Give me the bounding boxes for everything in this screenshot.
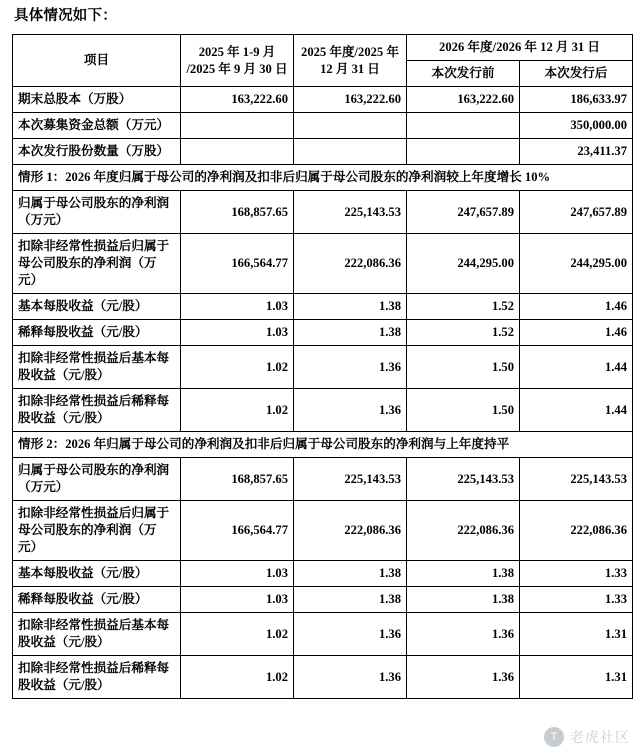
row-value-before: 1.52: [407, 320, 520, 346]
row-value-after: 222,086.36: [520, 501, 633, 561]
row-label: 本次募集资金总额（万元）: [13, 113, 181, 139]
row-value-before: 225,143.53: [407, 458, 520, 501]
row-value-before: 1.50: [407, 389, 520, 432]
watermark-label: 老虎社区: [570, 729, 630, 745]
row-value-before: 1.50: [407, 346, 520, 389]
row-value-col2: 163,222.60: [294, 87, 407, 113]
table-row: [13, 113, 633, 139]
row-value-after: 186,633.97: [520, 87, 633, 113]
row-value-before: 222,086.36: [407, 501, 520, 561]
row-value-after: 1.31: [520, 656, 633, 699]
row-value-after: 350,000.00: [520, 113, 633, 139]
table-row: [13, 458, 633, 501]
table-body: [13, 87, 633, 699]
row-value-col1: 163,222.60: [181, 87, 294, 113]
row-value-col2: 1.36: [294, 389, 407, 432]
row-value-after: 23,411.37: [520, 139, 633, 165]
header-item: 项目: [13, 35, 181, 87]
row-value-after: 1.46: [520, 294, 633, 320]
row-value-col2: 225,143.53: [294, 458, 407, 501]
row-value-before: 247,657.89: [407, 191, 520, 234]
header-col2: 2025 年度/2025 年 12 月 31 日: [294, 35, 407, 87]
row-value-before: 1.38: [407, 561, 520, 587]
financial-table: [12, 34, 633, 699]
tiger-logo-icon: T: [544, 727, 564, 747]
table-row: [13, 234, 633, 294]
header-col1: 2025 年 1-9 月 /2025 年 9 月 30 日: [181, 35, 294, 87]
row-label: 扣除非经常性损益后归属于母公司股东的净利润（万元）: [13, 501, 181, 561]
table-row: [13, 320, 633, 346]
row-value-after: 1.44: [520, 346, 633, 389]
row-value-col2: [294, 139, 407, 165]
row-value-after: 225,143.53: [520, 458, 633, 501]
row-label: 扣除非经常性损益后稀释每股收益（元/股）: [13, 389, 181, 432]
row-label: 稀释每股收益（元/股）: [13, 320, 181, 346]
row-value-col1: 168,857.65: [181, 458, 294, 501]
row-value-col2: 1.36: [294, 656, 407, 699]
row-value-before: 244,295.00: [407, 234, 520, 294]
table-row: [13, 191, 633, 234]
table-row: [13, 389, 633, 432]
header-before-issue: 本次发行前: [407, 61, 520, 87]
row-value-col2: 1.36: [294, 346, 407, 389]
row-label: 归属于母公司股东的净利润（万元）: [13, 191, 181, 234]
table-row: [13, 501, 633, 561]
row-value-col1: 1.03: [181, 587, 294, 613]
row-value-col1: 1.02: [181, 389, 294, 432]
row-label: 归属于母公司股东的净利润（万元）: [13, 458, 181, 501]
row-label: 扣除非经常性损益后稀释每股收益（元/股）: [13, 656, 181, 699]
row-value-col2: 1.38: [294, 294, 407, 320]
scenario-1-header-row: [13, 165, 633, 191]
table-row: [13, 587, 633, 613]
row-value-after: 247,657.89: [520, 191, 633, 234]
row-label: 稀释每股收益（元/股）: [13, 587, 181, 613]
row-value-before: [407, 139, 520, 165]
row-value-before: 1.52: [407, 294, 520, 320]
row-value-col1: 1.03: [181, 294, 294, 320]
row-value-col2: 1.38: [294, 320, 407, 346]
row-label: 扣除非经常性损益后基本每股收益（元/股）: [13, 613, 181, 656]
row-label: 基本每股收益（元/股）: [13, 561, 181, 587]
row-value-col2: 222,086.36: [294, 234, 407, 294]
row-label: 期末总股本（万股）: [13, 87, 181, 113]
row-value-col1: 168,857.65: [181, 191, 294, 234]
row-value-before: [407, 113, 520, 139]
row-value-after: 1.44: [520, 389, 633, 432]
intro-paragraph: 具体情况如下：: [14, 8, 117, 24]
row-value-col1: 1.03: [181, 320, 294, 346]
row-value-col1: 1.02: [181, 346, 294, 389]
row-value-col1: 1.02: [181, 613, 294, 656]
scenario-2-title: 情形 2：2026 年归属于母公司的净利润及扣非后归属于母公司股东的净利润与上年度持平: [13, 432, 633, 458]
row-value-after: 1.33: [520, 587, 633, 613]
scenario-2-header-row: [13, 432, 633, 458]
row-value-before: 163,222.60: [407, 87, 520, 113]
header-group-2026: 2026 年度/2026 年 12 月 31 日: [407, 35, 633, 61]
table-row: [13, 87, 633, 113]
row-label: 基本每股收益（元/股）: [13, 294, 181, 320]
row-value-after: 1.46: [520, 320, 633, 346]
row-value-col1: 166,564.77: [181, 234, 294, 294]
table-row: [13, 561, 633, 587]
table-row: [13, 613, 633, 656]
row-value-col2: [294, 113, 407, 139]
row-value-col1: [181, 113, 294, 139]
row-value-col2: 1.38: [294, 587, 407, 613]
row-label: 扣除非经常性损益后归属于母公司股东的净利润（万元）: [13, 234, 181, 294]
row-value-after: 1.31: [520, 613, 633, 656]
header-after-issue: 本次发行后: [520, 61, 633, 87]
row-value-col2: 1.36: [294, 613, 407, 656]
row-label: 本次发行股份数量（万股）: [13, 139, 181, 165]
table-row: [13, 346, 633, 389]
row-value-after: 244,295.00: [520, 234, 633, 294]
row-value-col2: 222,086.36: [294, 501, 407, 561]
row-value-col1: [181, 139, 294, 165]
header-row-1: [13, 35, 633, 61]
row-value-before: 1.36: [407, 656, 520, 699]
row-value-after: 1.33: [520, 561, 633, 587]
watermark: [544, 727, 630, 747]
table-row: [13, 139, 633, 165]
row-label: 扣除非经常性损益后基本每股收益（元/股）: [13, 346, 181, 389]
row-value-col1: 1.02: [181, 656, 294, 699]
row-value-col1: 166,564.77: [181, 501, 294, 561]
table-row: [13, 656, 633, 699]
scenario-1-title: 情形 1：2026 年度归属于母公司的净利润及扣非后归属于母公司股东的净利润较上年度增长 10%: [13, 165, 633, 191]
row-value-col2: 225,143.53: [294, 191, 407, 234]
row-value-col1: 1.03: [181, 561, 294, 587]
table-row: [13, 294, 633, 320]
row-value-col2: 1.38: [294, 561, 407, 587]
table-header: [13, 35, 633, 87]
row-value-before: 1.36: [407, 613, 520, 656]
row-value-before: 1.38: [407, 587, 520, 613]
